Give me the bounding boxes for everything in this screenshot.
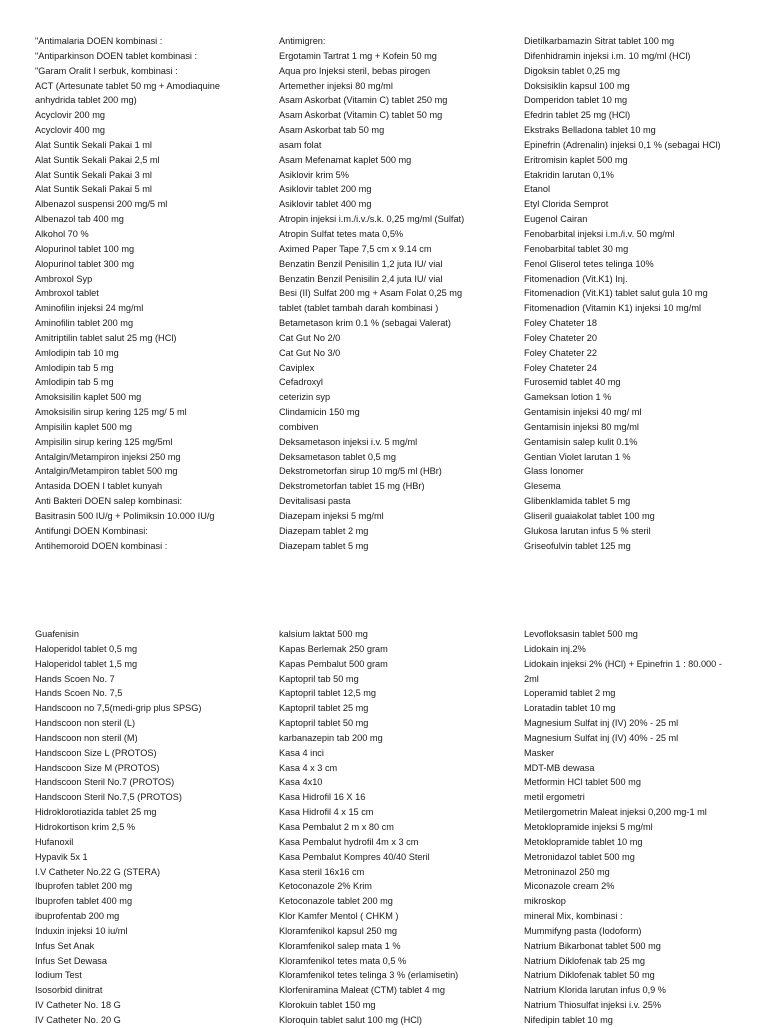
list-item: Klorokuin tablet 150 mg [279,1000,376,1011]
list-item: Magnesium Sulfat inj (IV) 20% - 25 ml [524,718,679,729]
list-item: Kloramfenikol kapsul 250 mg [279,925,397,936]
list-item: Clindamicin 150 mg [279,407,360,418]
list-item: Antalgin/Metampiron tablet 500 mg [35,466,178,477]
list-item: Griseofulvin tablet 125 mg [524,540,631,551]
list-item: Kasa steril 16x16 cm [279,866,365,877]
list-item: Hypavik 5x 1 [35,851,88,862]
list-item: Ambroxol Syp [35,273,93,284]
list-item: Ampisilin sirup kering 125 mg/5ml [35,436,173,447]
list-item: Handscoon non steril (L) [35,718,136,729]
list-item: Kasa Pembalut 2 m x 80 cm [279,821,394,832]
list-item: Handscoon no 7,5(medi-grip plus SPSG) [35,703,202,714]
list-item: Ekstraks Belladona tablet 10 mg [524,125,656,136]
list-item: Induxin injeksi 10 iu/ml [35,925,128,936]
list-item: Kasa 4 inci [279,747,324,758]
list-item: Klor Kamfer Mentol ( CHKM ) [279,911,399,922]
list-item: Natrium Klorida larutan infus 0,9 % [524,985,666,996]
list-item: Besi (II) Sulfat 200 mg + Asam Folat 0,25 mg [279,288,463,299]
list-item: Antimigren: [279,36,326,46]
list-item: Dekstrometorfan tablet 15 mg (HBr) [279,481,425,492]
list-item: Cefadroxyl [279,377,323,388]
list-item: Asiklovir tablet 200 mg [279,184,372,195]
list-item: Antalgin/Metampiron injeksi 250 mg [35,451,181,462]
list-item: Atropin injeksi i.m./i.v./s.k. 0,25 mg/ml (Sulfat) [279,214,465,225]
list-item: Etyl Clorida Semprot [524,199,609,210]
list-item: Foley Chateter 20 [524,332,598,343]
list-item: Foley Chateter 22 [524,347,598,358]
list-item: Kloramfenikol tetes mata 0,5 % [279,955,407,966]
list-item: Mummifyng pasta (Iodoform) [524,925,642,936]
list-item: Betametason krim 0.1 % (sebagai Valerat) [279,318,451,329]
list-item: Amlodipin tab 5 mg [35,362,114,373]
list-item: Handscoon Size M (PROTOS) [35,762,160,773]
list-item: Aminofilin tablet 200 mg [35,318,134,329]
list-item: Devitalisasi pasta [279,496,351,507]
list-item: Kaptopril tab 50 mg [279,673,359,684]
page-2-column-3 [524,627,764,1028]
list-item: Gameksan lotion 1 % [524,392,612,403]
list-item: Caviplex [279,362,315,373]
list-item: Diazepam injeksi 5 mg/ml [279,511,384,521]
list-item: Acyclovir 400 mg [35,125,105,136]
list-item: Alat Suntik Sekali Pakai 5 ml [35,184,152,195]
list-item: Amlodipin tab 5 mg [35,377,114,388]
list-item: Amoksisilin sirup kering 125 mg/ 5 ml [35,407,187,418]
list-item: Eritromisin kaplet 500 mg [524,154,628,165]
list-item: I.V Catheter No.22 G (STERA) [35,866,161,877]
list-item: Asam Askorbat tab 50 mg [279,125,385,136]
list-item: Kasa Pembalut Kompres 40/40 Steril [279,851,430,862]
list-item: Nifedipin tablet 10 mg [524,1014,613,1025]
list-item: ibuprofentab 200 mg [35,911,120,922]
list-item: Asam Mefenamat kaplet 500 mg [279,154,412,165]
list-item: Amlodipin tab 10 mg [35,347,119,358]
list-item: Asiklovir tablet 400 mg [279,199,372,210]
list-item: Atropin Sulfat tetes mata 0,5% [279,228,404,239]
list-item: Foley Chateter 24 [524,362,598,373]
list-item: Ergotamin Tartrat 1 mg + Kofein 50 mg [279,50,437,61]
list-item: Kasa Pembalut hydrofil 4m x 3 cm [279,836,419,847]
list-item: Diazepam tablet 2 mg [279,525,369,536]
list-item: Aminofilin injeksi 24 mg/ml [35,303,144,314]
list-item: Gentamisin salep kulit 0.1% [524,436,638,447]
list-item: Infus Set Dewasa [35,955,108,966]
list-item: Ketoconazole 2% Krim [279,881,372,892]
list-item: Natrium Thiosulfat injeksi i.v. 25% [524,1000,662,1011]
list-item: Aximed Paper Tape 7,5 cm x 9.14 cm [279,243,432,254]
list-item: Isosorbid dinitrat [35,985,103,996]
list-item: asam folat [279,139,322,150]
list-item: Amoksisilin kaplet 500 mg [35,392,142,403]
list-item: Natrium Diklofenak tablet 50 mg [524,970,655,981]
list-item: Alat Suntik Sekali Pakai 2,5 ml [35,154,160,165]
list-item: Digoksin tablet 0,25 mg [524,65,621,76]
list-item: Loperamid tablet 2 mg [524,688,616,699]
list-item: Handscoon non steril (M) [35,732,138,743]
list-item: Eugenol Cairan [524,214,588,225]
list-item: Difenhidramin injeksi i.m. 10 mg/ml (HCl) [524,50,691,61]
list-item: Magnesium Sulfat inj (IV) 40% - 25 ml [524,732,679,743]
list-item: Natrium Bikarbonat tablet 500 mg [524,940,661,951]
list-item: Etanol [524,184,551,195]
list-item: Miconazole cream 2% [524,881,615,892]
list-item: Gentian Violet larutan 1 % [524,451,631,462]
list-item: Diazepam tablet 5 mg [279,540,369,551]
list-item: Metilergometrin Maleat injeksi 0,200 mg-1 ml [524,807,707,818]
list-item: Dietilkarbamazin Sitrat tablet 100 mg [524,36,675,46]
list-item: Kaptopril tablet 12,5 mg [279,688,377,699]
list-item: Fitomenadion (Vit.K1) Inj. [524,273,628,284]
list-item: Handscoon Steril No.7 (PROTOS) [35,777,175,788]
list-item: Masker [524,747,555,758]
list-item: Ibuprofen tablet 200 mg [35,881,133,892]
list-item: Kapas Berlemak 250 gram [279,643,388,654]
list-item: Antifungi DOEN Kombinasi: [35,525,148,536]
list-item: Acyclovir 200 mg [35,110,105,121]
list-item: Hufanoxil [35,836,74,847]
list-item: Kasa 4x10 [279,777,323,788]
list-item: Metoklopramide injeksi 5 mg/ml [524,821,653,832]
list-item: Ibuprofen tablet 400 mg [35,896,133,907]
list-item: Glukosa larutan infus 5 % steril [524,525,651,536]
list-item: tablet (tablet tambah darah kombinasi ) [279,303,439,314]
list-item: Kasa Hidrofil 16 X 16 [279,792,366,803]
list-item: Kasa 4 x 3 cm [279,762,338,773]
list-item: ceterizin syp [279,392,331,403]
list-item: Deksametason injeksi i.v. 5 mg/ml [279,436,418,447]
list-item: combiven [279,421,319,432]
page-1-column-2 [279,34,515,554]
list-item: Antihemoroid DOEN kombinasi : [35,540,168,551]
list-item: Kloramfenikol salep mata 1 % [279,940,401,951]
list-item: Glass Ionomer [524,466,584,477]
list-item: Handscoon Steril No.7,5 (PROTOS) [35,792,182,803]
list-item: Levofloksasin tablet 500 mg [524,629,638,639]
list-item: Glibenklamida tablet 5 mg [524,496,631,507]
list-item: Metronidazol tablet 500 mg [524,851,635,862]
list-item: Ampisilin kaplet 500 mg [35,421,133,432]
list-item: Antasida DOEN I tablet kunyah [35,481,163,492]
list-item: Loratadin tablet 10 mg [524,703,616,714]
list-item: anhydrida tablet 200 mg) [35,95,137,106]
list-item: Albenazol tab 400 mg [35,214,124,225]
list-item: Metroninazol 250 mg [524,866,610,877]
list-item: Anti Bakteri DOEN salep kombinasi: [35,496,183,507]
page-1-column-1 [35,34,271,554]
list-item: Hands Scoen No. 7 [35,673,115,684]
page-2-column-1 [35,627,271,1028]
list-item: Fitomenadion (Vit.K1) tablet salut gula 10 mg [524,288,708,299]
list-item: Doksisiklin kapsul 100 mg [524,80,630,91]
list-item: Handscoon Size L (PROTOS) [35,747,157,758]
list-item: "Antimalaria DOEN kombinasi : [35,36,163,46]
list-item: Epinefrin (Adrenalin) injeksi 0,1 % (sebagai HCl) [524,139,721,150]
list-item: Fenobarbital injeksi i.m./i.v. 50 mg/ml [524,228,675,239]
list-item: Guafenisin [35,629,79,639]
list-item: Benzatin Benzil Penisilin 1,2 juta IU/ vial [279,258,443,269]
list-item: Glesema [524,481,561,492]
list-item: ACT (Artesunate tablet 50 mg + Amodiaquine [35,80,220,91]
list-item: "Antiparkinson DOEN tablet kombinasi : [35,50,198,61]
list-item: metil ergometri [524,792,585,803]
list-item: Hands Scoen No. 7,5 [35,688,123,699]
list-item: Gentamisin injeksi 40 mg/ ml [524,407,642,418]
list-item: Kasa Hidrofil 4 x 15 cm [279,807,374,818]
list-item: Ketoconazole tablet 200 mg [279,896,393,907]
list-item: Kaptopril tablet 50 mg [279,718,369,729]
list-item: Haloperidol tablet 0,5 mg [35,643,138,654]
list-item: Lidokain inj.2% [524,643,586,654]
list-item: karbanazepin tab 200 mg [279,732,383,743]
page-1-column-3 [524,34,764,554]
list-item: Alopurinol tablet 300 mg [35,258,135,269]
list-item: Alat Suntik Sekali Pakai 3 ml [35,169,152,180]
list-item: Aqua pro Injeksi steril, bebas pirogen [279,65,431,76]
page-2-column-2 [279,627,515,1028]
list-item: Lidokain injeksi 2% (HCl) + Epinefrin 1 : 80.000 - [524,658,722,669]
list-item: Infus Set Anak [35,940,95,951]
list-item: Metoklopramide tablet 10 mg [524,836,643,847]
list-item: Gentamisin injeksi 80 mg/ml [524,421,639,432]
list-item: Metformin HCl tablet 500 mg [524,777,641,788]
list-item: Domperidon tablet 10 mg [524,95,628,106]
list-item: Dekstrometorfan sirup 10 mg/5 ml (HBr) [279,466,442,477]
list-item: kalsium laktat 500 mg [279,629,368,639]
list-item: Kaptopril tablet 25 mg [279,703,369,714]
list-item: Foley Chateter 18 [524,318,598,329]
list-item: Cat Gut No 2/0 [279,332,341,343]
list-item: Iodium Test [35,970,82,981]
list-item: Kloroquin tablet salut 100 mg (HCl) [279,1014,422,1025]
list-item: Natrium Diklofenak tab 25 mg [524,955,646,966]
list-item: Cat Gut No 3/0 [279,347,341,358]
list-item: Alkohol 70 % [35,228,89,239]
list-item: "Garam Oralit I serbuk, kombinasi : [35,65,178,76]
list-item: Fitomenadion (Vitamin K1) injeksi 10 mg/ml [524,303,702,314]
list-item: Artemether injeksi 80 mg/ml [279,80,393,91]
list-item: Klorfeniramina Maleat (CTM) tablet 4 mg [279,985,445,996]
list-item: Albenazol suspensi 200 mg/5 ml [35,199,168,210]
list-item: Fenobarbital tablet 30 mg [524,243,629,254]
list-item: Hidroklorotiazida tablet 25 mg [35,807,157,818]
list-item: mineral Mix, kombinasi : [524,911,623,922]
list-item: IV Catheter No. 18 G [35,1000,121,1011]
list-item: Kloramfenikol tetes telinga 3 % (erlamisetin) [279,970,459,981]
list-item: Amitriptilin tablet salut 25 mg (HCl) [35,332,177,343]
list-item: Asiklovir krim 5% [279,169,349,180]
list-item: Fenol Gliserol tetes telinga 10% [524,258,654,269]
list-item: Deksametason tablet 0,5 mg [279,451,396,462]
list-item: Ambroxol tablet [35,288,99,299]
list-item: Benzatin Benzil Penisilin 2,4 juta IU/ vial [279,273,443,284]
list-item: Efedrin tablet 25 mg (HCl) [524,110,631,121]
list-item: IV Catheter No. 20 G [35,1014,121,1025]
list-item: Kapas Pembalut 500 gram [279,658,388,669]
list-item: Asam Askorbat (Vitamin C) tablet 250 mg [279,95,448,106]
list-item: mikroskop [524,896,566,907]
list-item: Etakridin larutan 0,1% [524,169,614,180]
list-item: Gliseril guaiakolat tablet 100 mg [524,511,655,521]
list-item: Furosemid tablet 40 mg [524,377,621,388]
list-item: Alopurinol tablet 100 mg [35,243,135,254]
list-item: MDT-MB dewasa [524,762,595,773]
list-item: Haloperidol tablet 1,5 mg [35,658,138,669]
list-item: Basitrasin 500 IU/g + Polimiksin 10.000 IU/g [35,511,215,521]
list-item: 2ml [524,673,539,684]
list-item: Alat Suntik Sekali Pakai 1 ml [35,139,152,150]
list-item: Hidrokortison krim 2,5 % [35,821,136,832]
list-item: Asam Askorbat (Vitamin C) tablet 50 mg [279,110,443,121]
